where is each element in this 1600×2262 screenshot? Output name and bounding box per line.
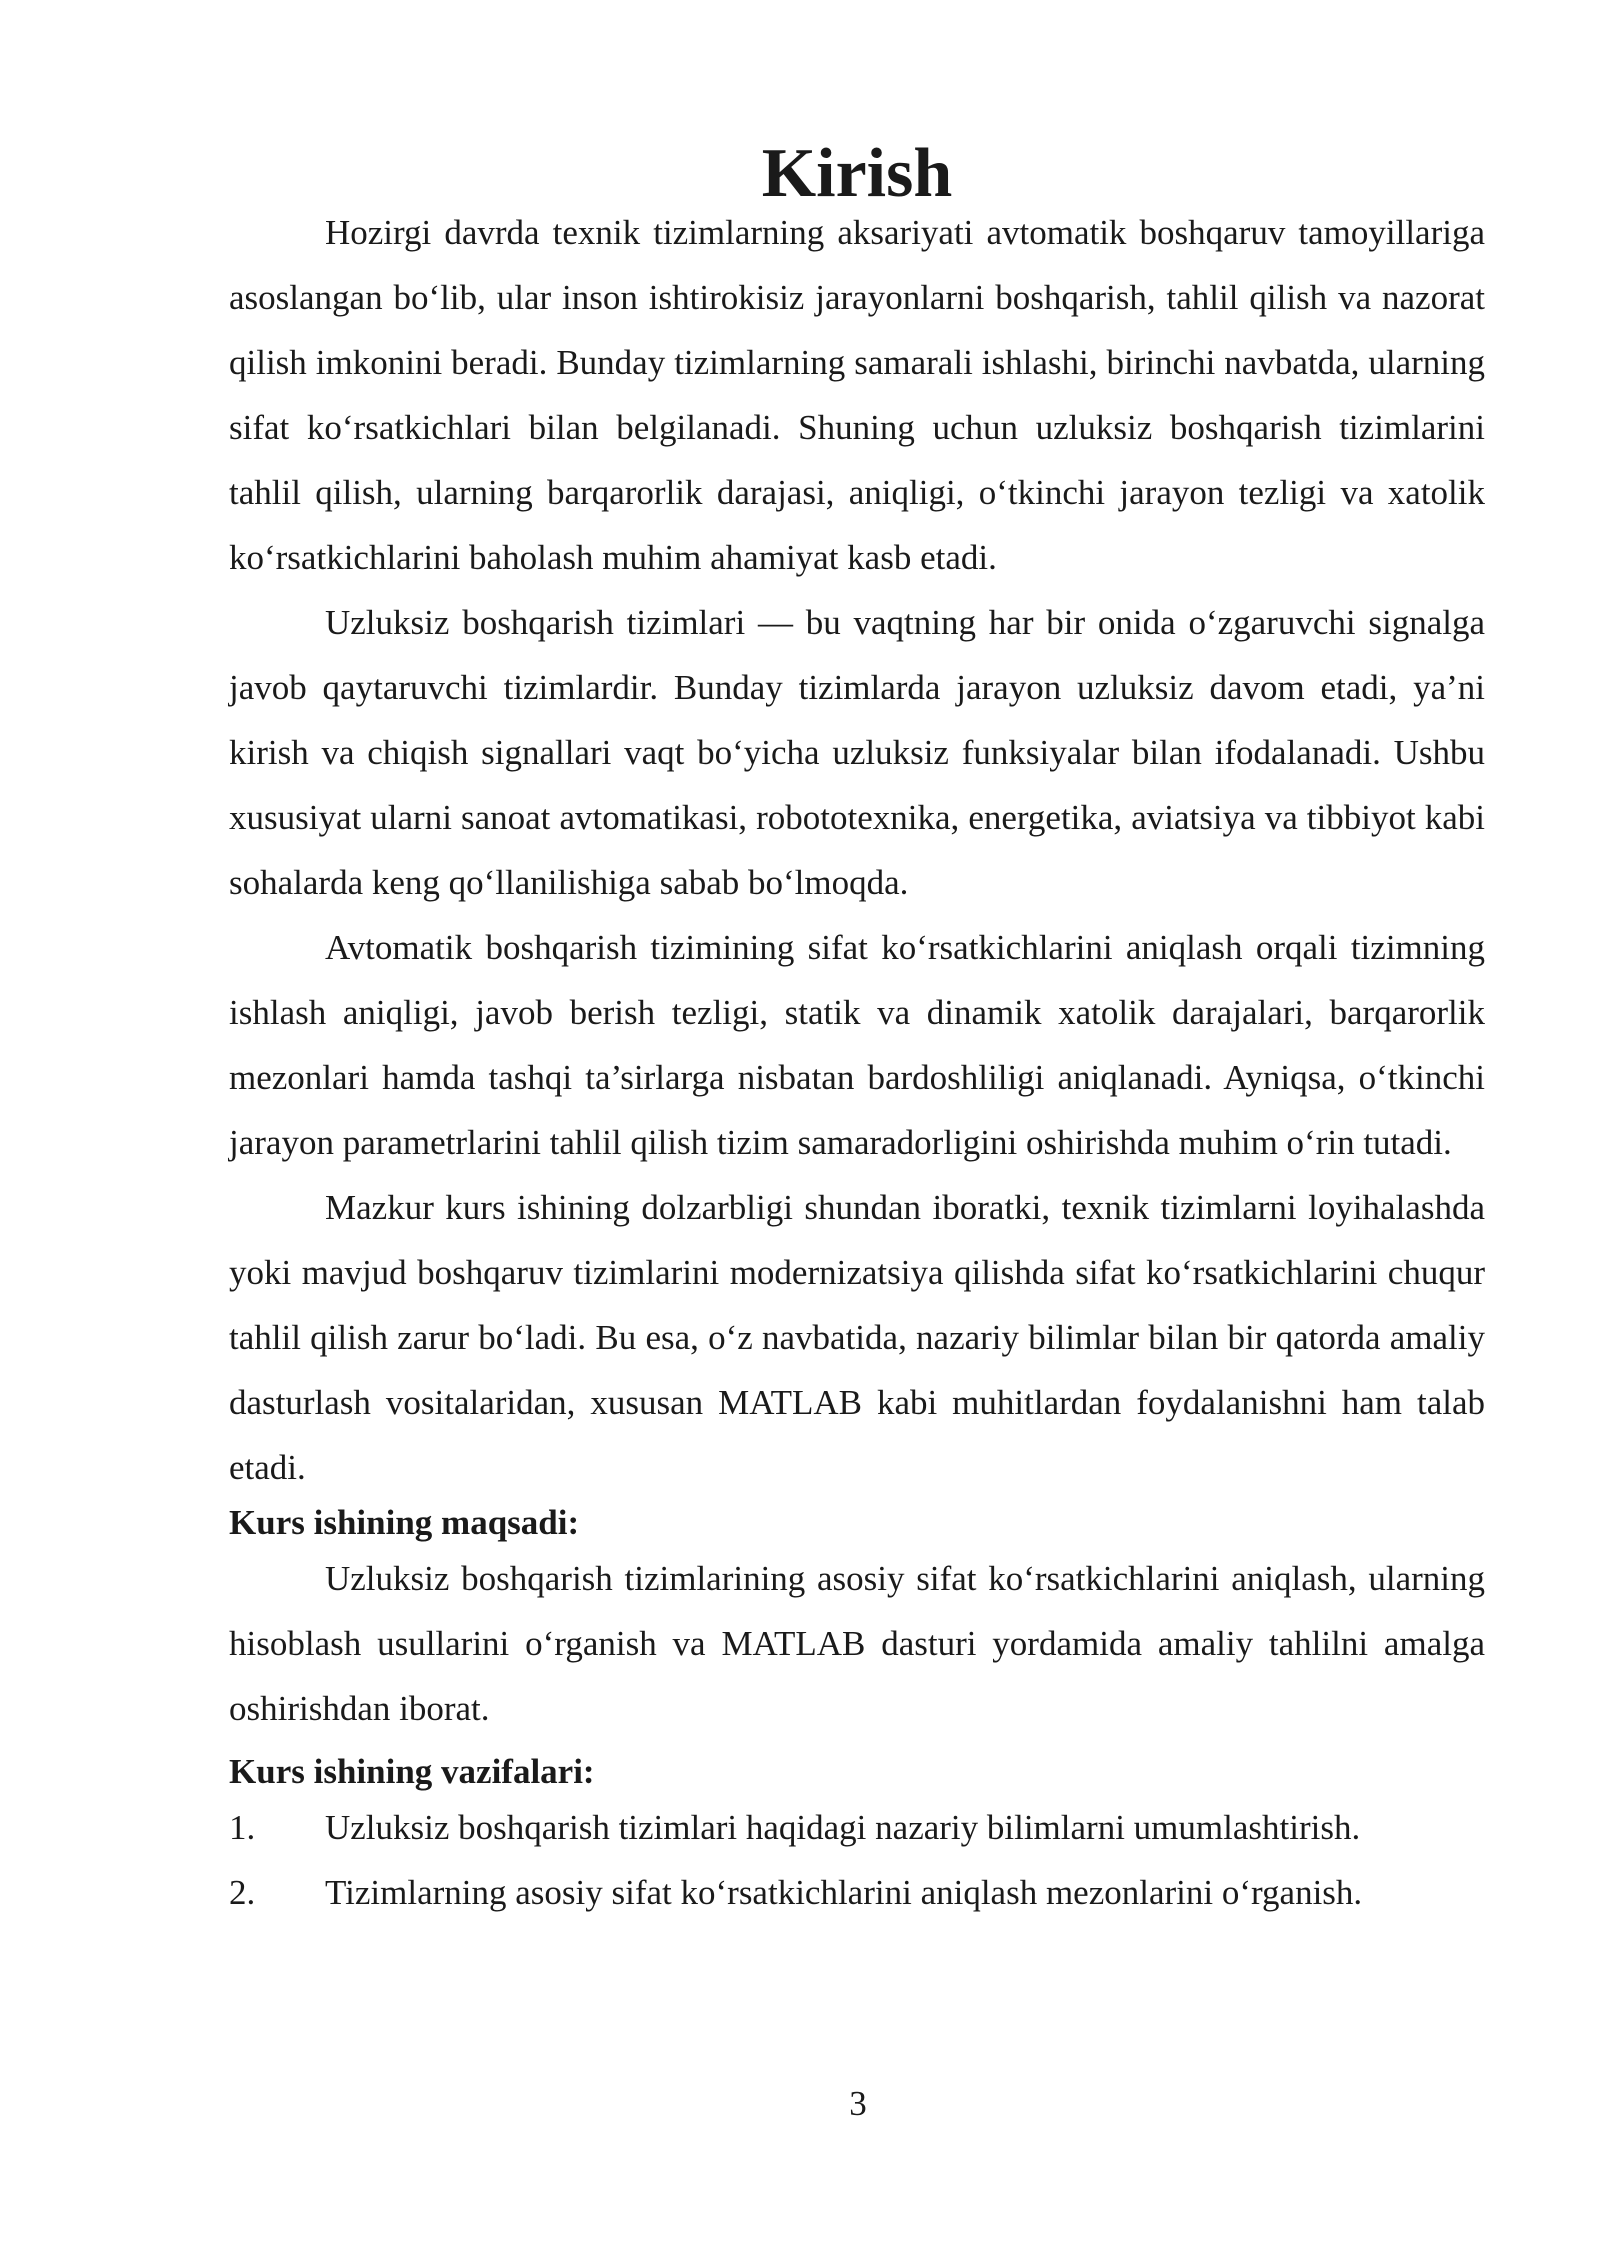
list-item-number: 1. xyxy=(229,1808,256,1847)
intro-paragraph-2: Uzluksiz boshqarish tizimlari — bu vaqtning har bir onida o‘zgaruvchi signalga javob qaytaruvchi tizimlardir. Bunday tizimlarda jarayon uzluksiz davom etadi, ya’ni kirish va chiqish signallari vaqt bo‘yicha uzluksiz funksiyalar bilan ifodalanadi. Ushbu xususiyat ularni sanoat avtomatikasi, robototexnika, energetika, aviatsiya va tibbiyot kabi sohalarda keng qo‘llanilishiga sabab bo‘lmoqda. xyxy=(229,603,1485,902)
list-item-text: Uzluksiz boshqarish tizimlari haqidagi nazariy bilimlarni umumlashtirish. xyxy=(325,1808,1361,1847)
page-number: 3 xyxy=(849,2084,867,2123)
tasks-list xyxy=(229,1795,1485,1925)
intro-paragraph-4: Mazkur kurs ishining dolzarbligi shundan iboratki, texnik tizimlarni loyihalashda yoki mavjud boshqaruv tizimlarini modernizatsiya qilishda sifat ko‘rsatkichlarini chuqur tahlil qilish zarur bo‘ladi. Bu esa, o‘z navbatida, nazariy bilimlar bilan bir qatorda amaliy dasturlash vositalaridan, xususan MATLAB kabi muhitlardan foydalanishni ham talab etadi. xyxy=(229,1188,1485,1487)
document-page xyxy=(229,135,1485,1925)
list-item xyxy=(229,1795,1485,1860)
list-item xyxy=(229,1860,1485,1925)
list-item-text: Tizimlarning asosiy sifat ko‘rsatkichlarini aniqlash mezonlarini o‘rganish. xyxy=(325,1873,1363,1912)
intro-paragraph-3: Avtomatik boshqarish tizimining sifat ko‘rsatkichlarini aniqlash orqali tizimning ishlash aniqligi, javob berish tezligi, statik va dinamik xatolik darajalari, barqarorlik mezonlari hamda tashqi ta’sirlarga nisbatan bardoshliligi aniqlanadi. Ayniqsa, o‘tkinchi jarayon parametrlarini tahlil qilish tizim samaradorligini oshirishda muhim o‘rin tutadi. xyxy=(229,928,1485,1162)
intro-paragraph-1: Hozirgi davrda texnik tizimlarning aksariyati avtomatik boshqaruv tamoyillariga asoslangan bo‘lib, ular inson ishtirokisiz jarayonlarni boshqarish, tahlil qilish va nazorat qilish imkonini beradi. Bunday tizimlarning samarali ishlashi, birinchi navbatda, ularning sifat ko‘rsatkichlari bilan belgilanadi. Shuning uchun uzluksiz boshqarish tizimlarini tahlil qilish, ularning barqarorlik darajasi, aniqligi, o‘tkinchi jarayon tezligi va xatolik ko‘rsatkichlarini baholash muhim ahamiyat kasb etadi. xyxy=(229,213,1485,577)
list-item-number: 2. xyxy=(229,1873,256,1912)
document-title: Kirish xyxy=(761,135,953,212)
goal-paragraph: Uzluksiz boshqarish tizimlarining asosiy sifat ko‘rsatkichlarini aniqlash, ularning hisoblash usullarini o‘rganish va MATLAB dasturi yordamida amaliy tahlilni amalga oshirishdan iborat. xyxy=(229,1559,1485,1728)
goal-heading: Kurs ishining maqsadi: xyxy=(229,1503,580,1542)
tasks-heading: Kurs ishining vazifalari: xyxy=(229,1752,595,1791)
